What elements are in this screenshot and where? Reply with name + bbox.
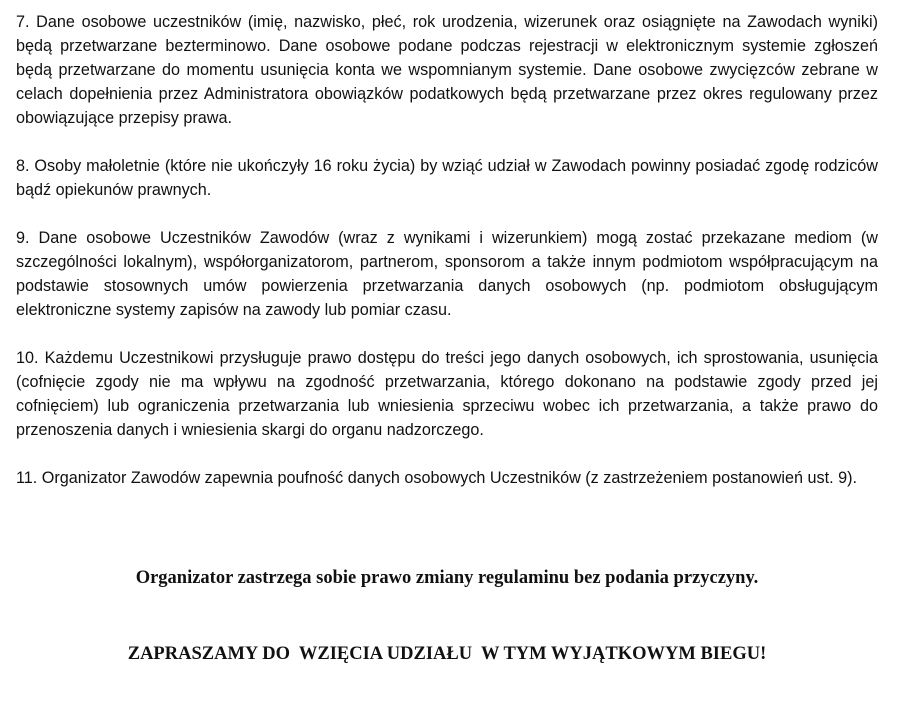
- paragraph-11: 11. Organizator Zawodów zapewnia poufność danych osobowych Uczestników (z zastrzeżeniem postanowień ust. 9).: [16, 469, 857, 487]
- paragraph-8: 8. Osoby małoletnie (które nie ukończyły 16 roku życia) by wziąć udział w Zawodach powinny posiadać zgodę rodziców bądź opiekunów prawnych.: [16, 157, 878, 199]
- paragraph-9: 9. Dane osobowe Uczestników Zawodów (wraz z wynikami i wizerunkiem) mogą zostać przekazane mediom (w szczególności lokalnym), współorganizatorom, partnerom, sponsorom a także innym podmiotom współpracującym na podstawie stosownych umów powierzenia przetwarzania danych osobowych (np. podmiotom obsługującym elektroniczne systemy zapisów na zawody lub pomiar czasu.: [16, 229, 878, 319]
- regulation-change-notice: Organizator zastrzega sobie prawo zmiany regulaminu bez podania przyczyny.: [135, 568, 759, 588]
- invitation-heading: ZAPRASZAMY DO WZIĘCIA UDZIAŁU W TYM WYJĄTKOWYM BIEGU!: [127, 644, 767, 664]
- paragraph-10: 10. Każdemu Uczestnikowi przysługuje prawo dostępu do treści jego danych osobowych, ich sprostowania, usunięcia (cofnięcie zgody nie ma wpływu na zgodność przetwarzania, którego dokonano na podstawie zgody przed jej cofnięciem) lub ograniczenia przetwarzania lub wniesienia sprzeciwu wobec ich przetwarzania, a także prawo do przenoszenia danych i wniesienia skargi do organu nadzorczego.: [16, 349, 878, 439]
- document-page: [16, 10, 878, 664]
- paragraph-7: 7. Dane osobowe uczestników (imię, nazwisko, płeć, rok urodzenia, wizerunek oraz osiągnięte na Zawodach wyniki) będą przetwarzane bezterminowo. Dane osobowe podane podczas rejestracji w elektronicznym systemie zgłoszeń będą przetwarzane do momentu usunięcia konta we wspomnianym systemie. Dane osobowe zwycięzców zebrane w celach dopełnienia przez Administratora obowiązków podatkowych będą przetwarzane przez okres regulowany przez obowiązujące przepisy prawa.: [16, 13, 878, 127]
